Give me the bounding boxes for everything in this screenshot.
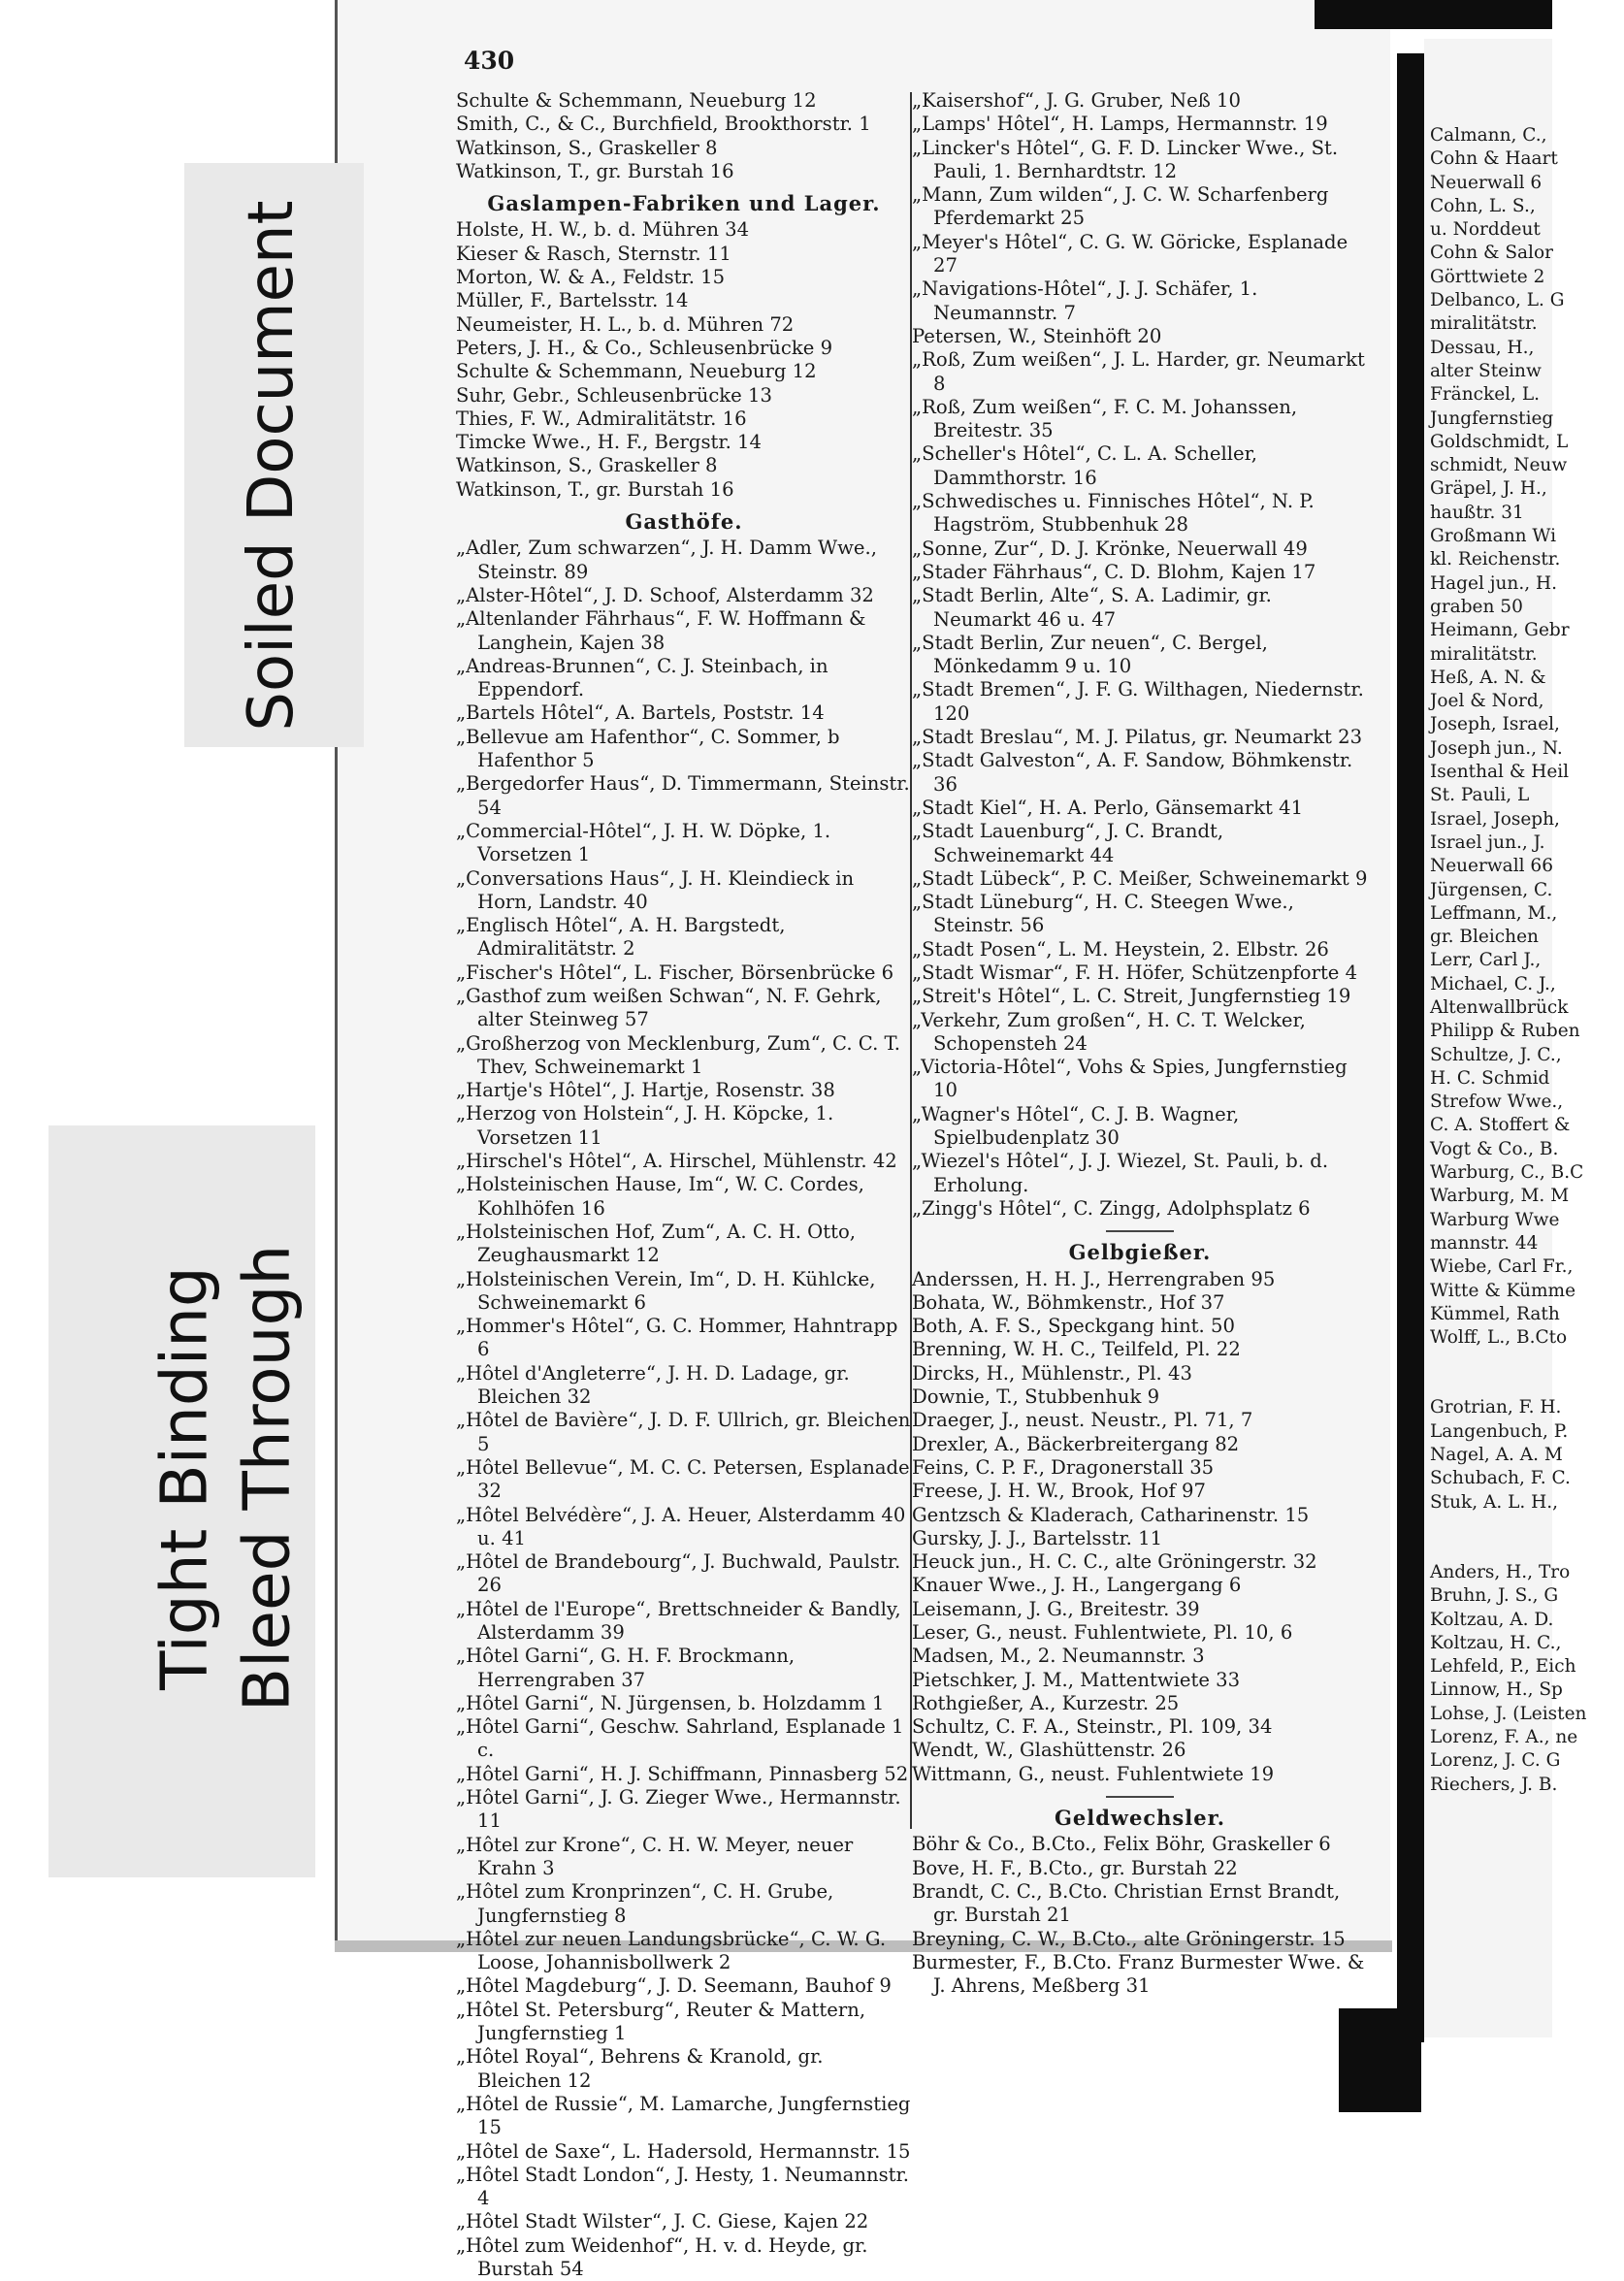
facing-page-line: Grotrian, F. H. [1430,1397,1562,1418]
directory-entry: „Victoria-Hôtel“, Vohs & Spies, Jungfernstieg 10 [912,1056,1348,1102]
tight-binding-stamp [49,1125,315,1877]
directory-entry: Burmester, F., B.Cto. Franz Burmester Wwe. & J. Ahrens, Meßberg 31 [912,1950,1365,1998]
directory-entry: „Holsteinischen Hause, Im“, W. C. Cordes, Kohlhöfen 16 [456,1173,864,1220]
directory-entry: Suhr, Gebr., Schleusenbrücke 13 [456,383,772,407]
directory-entry: „Stadt Berlin, Alte“, S. A. Ladimir, gr. Neumarkt 46 u. 47 [912,584,1272,631]
directory-entry: Brenning, W. H. C., Teilfeld, Pl. 22 [912,1338,1241,1361]
facing-page-line: Warburg, C., B.C [1430,1162,1584,1184]
directory-entry: Knauer Wwe., J. H., Langergang 6 [912,1574,1242,1597]
directory-entry: „Hôtel de Russie“, M. Lamarche, Jungfernstieg 15 [456,2092,911,2139]
directory-entry: „Adler, Zum schwarzen“, J. H. Damm Wwe., Steinstr. 89 [456,537,877,583]
directory-entry: „Hôtel zur Krone“, C. H. W. Meyer, neuer Krahn 3 [456,1833,854,1879]
facing-page-line: H. C. Schmid [1430,1067,1550,1089]
directory-entry: Dircks, H., Mühlenstr., Pl. 43 [912,1361,1192,1385]
facing-page-line: Dessau, H., [1430,337,1535,358]
facing-page-line: Warburg Wwe [1430,1209,1560,1230]
facing-page-line: Cohn & Haart [1430,148,1558,170]
directory-entry: „Stadt Lübeck“, P. C. Meißer, Schweinemarkt 9 [912,866,1368,890]
facing-page-line: C. A. Stoffert & [1430,1115,1571,1136]
facing-page-line: Heimann, Gebr [1430,620,1570,641]
facing-page-line: Philipp & Ruben [1430,1021,1580,1042]
directory-entry: Müller, F., Bartelsstr. 14 [456,289,689,312]
facing-page-line: Joseph, Israel, [1430,714,1560,735]
directory-entry: Kieser & Rasch, Sternstr. 11 [456,242,731,265]
directory-entry: Bohata, W., Böhmkenstr., Hof 37 [912,1290,1225,1314]
directory-entry: Downie, T., Stubbenhuk 9 [912,1385,1160,1409]
facing-page-line: Michael, C. J., [1430,973,1556,994]
directory-entry: Peters, J. H., & Co., Schleusenbrücke 9 [456,336,833,359]
facing-page-line: Nagel, A. A. M [1430,1445,1563,1466]
directory-entry: „Roß, Zum weißen“, J. L. Harder, gr. Neumarkt 8 [912,348,1365,395]
directory-entry: „Hôtel St. Petersburg“, Reuter & Mattern, Jungfernstieg 1 [456,1998,866,2045]
directory-entry: Petersen, W., Steinhöft 20 [912,324,1162,347]
directory-entry: Neumeister, H. L., b. d. Mühren 72 [456,312,795,336]
facing-page-line: Wiebe, Carl Fr., [1430,1256,1574,1278]
directory-entry: Leisemann, J. G., Breitestr. 39 [912,1597,1200,1620]
directory-entry: „Wagner's Hôtel“, C. J. B. Wagner, Spielbudenplatz 30 [912,1102,1240,1150]
directory-entry: „Conversations Haus“, J. H. Kleindieck in Horn, Landstr. 40 [456,866,855,913]
facing-block-2 [1430,1396,1624,1514]
facing-page-line: Görttwiete 2 [1430,266,1545,287]
facing-page-line: Joel & Nord, [1430,691,1544,712]
section-rule [1106,1796,1174,1798]
directory-entry: „Hôtel Garni“, H. J. Schiffmann, Pinnasberg 52 [456,1762,909,1785]
gasthoefe-entries [456,537,912,2281]
directory-entry: „Bartels Hôtel“, A. Bartels, Poststr. 14 [456,701,825,725]
left-column [456,89,912,2281]
facing-page-line: miralitätstr. [1430,643,1538,665]
facing-page-line: Strefow Wwe., [1430,1092,1564,1113]
facing-page-line: Bruhn, J. S., G [1430,1585,1559,1607]
directory-entry: „Mann, Zum wilden“, J. C. W. Scharfenberg Pferdemarkt 25 [912,183,1329,230]
right-column [912,89,1368,1998]
directory-entry: Rothgießer, A., Kurzestr. 25 [912,1691,1180,1714]
directory-entry: Madsen, M., 2. Neumannstr. 3 [912,1645,1205,1668]
directory-entry: Leser, G., neust. Fuhlentwiete, Pl. 10, 6 [912,1621,1293,1644]
binding-gutter [1397,53,1424,2042]
gas-entries [456,218,912,502]
directory-entry: „Schwedisches u. Finnisches Hôtel“, N. P. Hagström, Stubbenhuk 28 [912,490,1315,537]
directory-entry: „Hôtel zur neuen Landungsbrücke“, C. W. G. Loose, Johannisbollwerk 2 [456,1927,887,1974]
directory-entry: Both, A. F. S., Speckgang hint. 50 [912,1315,1235,1338]
facing-page-line: Lorenz, F. A., ne [1430,1727,1578,1747]
facing-page-line: Leffmann, M., [1430,902,1558,924]
facing-page-line: Neuerwall 66 [1430,856,1553,877]
directory-entry: Drexler, A., Bäckerbreitergang 82 [912,1432,1240,1455]
facing-page-line: Isenthal & Heil [1430,762,1570,783]
facing-page-line: Vogt & Co., B. [1430,1138,1559,1159]
directory-entry: „Hôtel zum Kronprinzen“, C. H. Grube, Jungfernstieg 8 [456,1880,834,1927]
facing-page-line: gr. Bleichen [1430,927,1539,948]
facing-page-line: Großmann Wi [1430,526,1557,547]
directory-entry: Thies, F. W., Admiralitätstr. 16 [456,407,747,430]
tight-binding-label: Tight Binding [146,1266,222,1690]
facing-page-line: Neuerwall 6 [1430,172,1543,193]
facing-gap [1430,1515,1624,1561]
facing-page-line: graben 50 [1430,596,1523,617]
directory-entry: „Hôtel zum Weidenhof“, H. v. d. Heyde, gr. Burstah 54 [456,2233,868,2281]
gelbgiesser-entries [912,1268,1368,1787]
directory-entry: Bove, H. F., B.Cto., gr. Burstah 22 [912,1856,1238,1879]
facing-page-line: Langenbuch, P. [1430,1420,1569,1442]
directory-entry: „Stadt Bremen“, J. F. G. Wilthagen, Niedernstr. 120 [912,678,1364,725]
directory-entry: „Wiezel's Hôtel“, J. J. Wiezel, St. Pauli, b. d. Erholung. [912,1150,1329,1196]
directory-entry: Schulte & Schemmann, Neueburg 12 [456,360,817,383]
facing-page-line: Delbanco, L. G [1430,290,1565,311]
directory-entry: „Zingg's Hôtel“, C. Zingg, Adolphsplatz 6 [912,1196,1311,1220]
directory-entry: „Commercial-Hôtel“, J. H. W. Döpke, 1. Vorsetzen 1 [456,819,831,866]
directory-entry: Watkinson, T., gr. Burstah 16 [456,477,734,501]
directory-entry: „Hartje's Hôtel“, J. Hartje, Rosenstr. 38 [456,1079,835,1102]
directory-entry: „Hôtel Stadt Wilster“, J. C. Giese, Kajen 22 [456,2210,869,2233]
directory-entry: „Meyer's Hôtel“, C. G. W. Göricke, Esplanade 27 [912,230,1348,277]
top-entries [456,89,912,183]
facing-page-line: u. Norddeut [1430,219,1541,241]
directory-entry: „Stadt Posen“, L. M. Heystein, 2. Elbstr. 26 [912,937,1329,961]
directory-entry: „Hôtel Stadt London“, J. Hesty, 1. Neumannstr. 4 [456,2163,909,2210]
facing-page-line: Stuk, A. L. H., [1430,1491,1559,1513]
facing-page-line: Warburg, M. M [1430,1186,1570,1207]
directory-entry: „Hôtel d'Angleterre“, J. H. D. Ladage, gr. Bleichen 32 [456,1361,850,1409]
directory-entry: Wendt, W., Glashüttenstr. 26 [912,1739,1186,1762]
binding-shadow-bottom [1339,2008,1421,2112]
directory-entry: „Lamps' Hôtel“, H. Lamps, Hermannstr. 19 [912,113,1328,136]
directory-entry: Gursky, J. J., Bartelsstr. 11 [912,1526,1163,1549]
soiled-document-label: Soiled Document [236,200,308,732]
facing-page-line: Wolff, L., B.Cto [1430,1327,1568,1349]
facing-page-line: miralitätstr. [1430,313,1538,335]
directory-entry: „Stadt Lüneburg“, H. C. Steegen Wwe., Steinstr. 56 [912,891,1294,937]
directory-entry: „Hôtel Royal“, Behrens & Kranold, gr. Bleichen 12 [456,2045,824,2092]
directory-entry: „Roß, Zum weißen“, F. C. M. Johanssen, Breitestr. 35 [912,395,1298,442]
bleed-through-label: Bleed Through [229,1244,305,1712]
facing-page-line: Lorenz, J. C. G [1430,1750,1561,1772]
directory-entry: Böhr & Co., B.Cto., Felix Böhr, Graskeller 6 [912,1833,1331,1856]
directory-entry: Feins, C. P. F., Dragonerstall 35 [912,1455,1215,1479]
directory-entry: Freese, J. H. W., Brook, Hof 97 [912,1480,1206,1503]
facing-page-line: Koltzau, A. D. [1430,1609,1554,1630]
directory-entry: „Hommer's Hôtel“, G. C. Hommer, Hahntrapp 6 [456,1315,898,1361]
directory-entry: „Bergedorfer Haus“, D. Timmermann, Steinstr. 54 [456,772,910,819]
facing-page-fragment [1424,39,1587,2037]
facing-page-line: Anders, H., Tro [1430,1561,1571,1582]
directory-entry: „Stadt Wismar“, F. H. Höfer, Schützenpforte 4 [912,961,1358,984]
directory-entry: Watkinson, T., gr. Burstah 16 [456,159,734,182]
facing-page-line: Riechers, J. B. [1430,1774,1558,1795]
directory-entry: „Englisch Hôtel“, A. H. Bargstedt, Admiralitätstr. 2 [456,914,786,961]
directory-entry: „Hôtel Belvédère“, J. A. Heuer, Alsterdamm 40 u. 41 [456,1503,906,1549]
facing-page-line: Linnow, H., Sp [1430,1679,1563,1701]
directory-entry: Schultz, C. F. A., Steinstr., Pl. 109, 34 [912,1715,1273,1739]
facing-page-line: Goldschmidt, L [1430,431,1569,452]
directory-entry: „Hôtel Garni“, G. H. F. Brockmann, Herrengraben 37 [456,1645,796,1691]
directory-entry: Smith, C., & C., Burchfield, Brookthorstr. 1 [456,113,871,136]
directory-entry: „Herzog von Holstein“, J. H. Köpcke, 1. Vorsetzen 11 [456,1102,834,1149]
directory-entry: Holste, H. W., b. d. Mühren 34 [456,218,750,242]
facing-page-line: kl. Reichenstr. [1430,549,1561,570]
directory-entry: „Hôtel Bellevue“, M. C. C. Petersen, Esplanade 32 [456,1455,910,1503]
facing-page-line: schmidt, Neuw [1430,455,1568,476]
section-heading-gelbgiesser: Gelbgießer. [1068,1240,1212,1265]
directory-entry: „Großherzog von Mecklenburg, Zum“, C. C. T. Thev, Schweinemarkt 1 [456,1031,900,1078]
directory-entry: „Stadt Kiel“, H. A. Perlo, Gänsemarkt 41 [912,796,1304,819]
facing-page-line: Hagel jun., H. [1430,572,1557,594]
directory-entry: „Lincker's Hôtel“, G. F. D. Lincker Wwe., St. Pauli, 1. Bernhardtstr. 12 [912,136,1339,182]
facing-page-line: Jungfernstieg [1430,407,1554,429]
section-heading-gasthoefe: Gasthöfe. [625,509,743,535]
directory-entry: Schulte & Schemmann, Neueburg 12 [456,89,817,112]
gasthoefe-continued-entries [912,89,1368,1221]
directory-entry: „Hôtel de Brandebourg“, J. Buchwald, Paulstr. 26 [456,1550,901,1597]
directory-entry: Pietschker, J. M., Mattentwiete 33 [912,1668,1241,1691]
directory-entry: Watkinson, S., Graskeller 8 [456,454,718,477]
directory-entry: „Alster-Hôtel“, J. D. Schoof, Alsterdamm 32 [456,583,874,606]
page-number: 430 [464,47,515,75]
facing-gap [1430,1350,1624,1396]
facing-page-line: Kümmel, Rath [1430,1303,1560,1324]
directory-entry: „Stadt Lauenburg“, J. C. Brandt, Schweinemarkt 44 [912,820,1224,866]
facing-page-line: Witte & Kümme [1430,1280,1576,1301]
facing-page-line: Jürgensen, C. [1430,879,1553,900]
facing-page-line: Gräpel, J. H., [1430,478,1547,500]
facing-page-line: alter Steinw [1430,360,1542,381]
facing-page-line: Lerr, Carl J., [1430,950,1542,971]
facing-page-line: Heß, A. N. & [1430,667,1546,688]
directory-entry: Gentzsch & Kladerach, Catharinenstr. 15 [912,1503,1310,1526]
section-heading-gaslampen: Gaslampen-Fabriken und Lager. [487,191,881,216]
directory-entry: „Bellevue am Hafenthor“, C. Sommer, b Hafenthor 5 [456,725,840,772]
directory-entry: „Hôtel Garni“, N. Jürgensen, b. Holzdamm 1 [456,1691,885,1714]
directory-entry: „Gasthof zum weißen Schwan“, N. F. Gehrk, alter Steinweg 57 [456,984,882,1031]
directory-entry: „Altenlander Fährhaus“, F. W. Hoffmann & Langhein, Kajen 38 [456,607,866,654]
directory-entry: Morton, W. & A., Feldstr. 15 [456,266,726,289]
facing-page-line: Cohn & Salor [1430,243,1553,264]
facing-page-line: Schultze, J. C., [1430,1044,1562,1065]
facing-page-line: Calmann, C., [1430,125,1547,146]
directory-entry: „Stader Fährhaus“, C. D. Blohm, Kajen 17 [912,560,1316,583]
directory-entry: „Hôtel Magdeburg“, J. D. Seemann, Bauhof 9 [456,1974,892,1998]
facing-page-line: Fränckel, L. [1430,384,1540,406]
directory-entry: „Hôtel de Saxe“, L. Hadersold, Hermannstr. 15 [456,2139,911,2163]
facing-block-1 [1430,124,1624,1350]
facing-page-line: Lehfeld, P., Eich [1430,1656,1576,1678]
directory-entry: „Scheller's Hôtel“, C. L. A. Scheller, Dammthorstr. 16 [912,442,1258,489]
section-heading-geldwechsler: Geldwechsler. [1054,1806,1226,1831]
facing-page-line: St. Pauli, L [1430,785,1530,806]
facing-page-line: Israel jun., J. [1430,831,1545,853]
facing-page-text [1430,124,1624,1797]
directory-entry: Anderssen, H. H. J., Herrengraben 95 [912,1267,1276,1290]
directory-entry: Draeger, J., neust. Neustr., Pl. 71, 7 [912,1409,1253,1432]
facing-page-line: Lohse, J. (Leisten [1430,1703,1587,1724]
directory-entry: Heuck jun., H. C. C., alte Gröningerstr. 32 [912,1550,1317,1574]
directory-entry: „Navigations-Hôtel“, J. J. Schäfer, 1. Neumannstr. 7 [912,277,1258,324]
facing-page-line: Cohn, L. S., [1430,195,1536,216]
directory-entry: Brandt, C. C., B.Cto. Christian Ernst Brandt, gr. Burstah 21 [912,1879,1341,1927]
directory-entry: „Hôtel Garni“, J. G. Zieger Wwe., Hermannstr. 11 [456,1786,901,1833]
directory-entry: „Stadt Galveston“, A. F. Sandow, Böhmkenstr. 36 [912,749,1353,796]
directory-entry: „Hôtel de l'Europe“, Brettschneider & Bandly, Alsterdamm 39 [456,1597,901,1644]
directory-entry: „Stadt Berlin, Zur neuen“, C. Bergel, Mönkedamm 9 u. 10 [912,631,1268,678]
directory-entry: „Stadt Breslau“, M. J. Pilatus, gr. Neumarkt 23 [912,726,1363,749]
directory-entry: „Hôtel de Bavière“, J. D. F. Ullrich, gr. Bleichen 5 [456,1409,911,1455]
facing-page-line: Koltzau, H. C., [1430,1632,1562,1653]
facing-page-line: Israel, Joseph, [1430,808,1560,830]
facing-page-line: Altenwallbrück [1430,996,1569,1018]
directory-entry: Timcke Wwe., H. F., Bergstr. 14 [456,431,762,454]
binding-shadow-top [1315,0,1552,29]
directory-entry: „Verkehr, Zum großen“, H. C. T. Welcker, Schopensteh 24 [912,1008,1306,1055]
geldwechsler-entries [912,1833,1368,1998]
facing-page-line: Schubach, F. C. [1430,1468,1571,1489]
directory-entry: „Fischer's Hôtel“, L. Fischer, Börsenbrücke 6 [456,961,894,984]
directory-entry: „Streit's Hôtel“, L. C. Streit, Jungfernstieg 19 [912,985,1351,1008]
facing-page-line: mannstr. 44 [1430,1232,1539,1254]
directory-entry: „Hôtel Garni“, Geschw. Sahrland, Esplanade 1 c. [456,1715,904,1762]
directory-entry: Wittmann, G., neust. Fuhlentwiete 19 [912,1762,1275,1785]
directory-entry: „Andreas-Brunnen“, C. J. Steinbach, in Eppendorf. [456,654,828,701]
facing-page-line: Joseph jun., N. [1430,737,1563,759]
directory-entry: Watkinson, S., Graskeller 8 [456,136,718,159]
directory-entry: „Kaisershof“, J. G. Gruber, Neß 10 [912,89,1241,112]
directory-entry: „Holsteinischen Hof, Zum“, A. C. H. Otto, Zeughausmarkt 12 [456,1220,856,1267]
facing-page-line: haußtr. 31 [1430,502,1524,523]
soiled-document-stamp [184,163,364,747]
facing-block-3 [1430,1561,1624,1797]
directory-entry: Breyning, C. W., B.Cto., alte Gröningerstr. 15 [912,1927,1346,1950]
directory-entry: „Hirschel's Hôtel“, A. Hirschel, Mühlenstr. 42 [456,1150,897,1173]
directory-entry: „Holsteinischen Verein, Im“, D. H. Kühlcke, Schweinemarkt 6 [456,1267,876,1314]
directory-entry: „Sonne, Zur“, D. J. Krönke, Neuerwall 49 [912,537,1308,560]
section-rule [1106,1230,1174,1232]
